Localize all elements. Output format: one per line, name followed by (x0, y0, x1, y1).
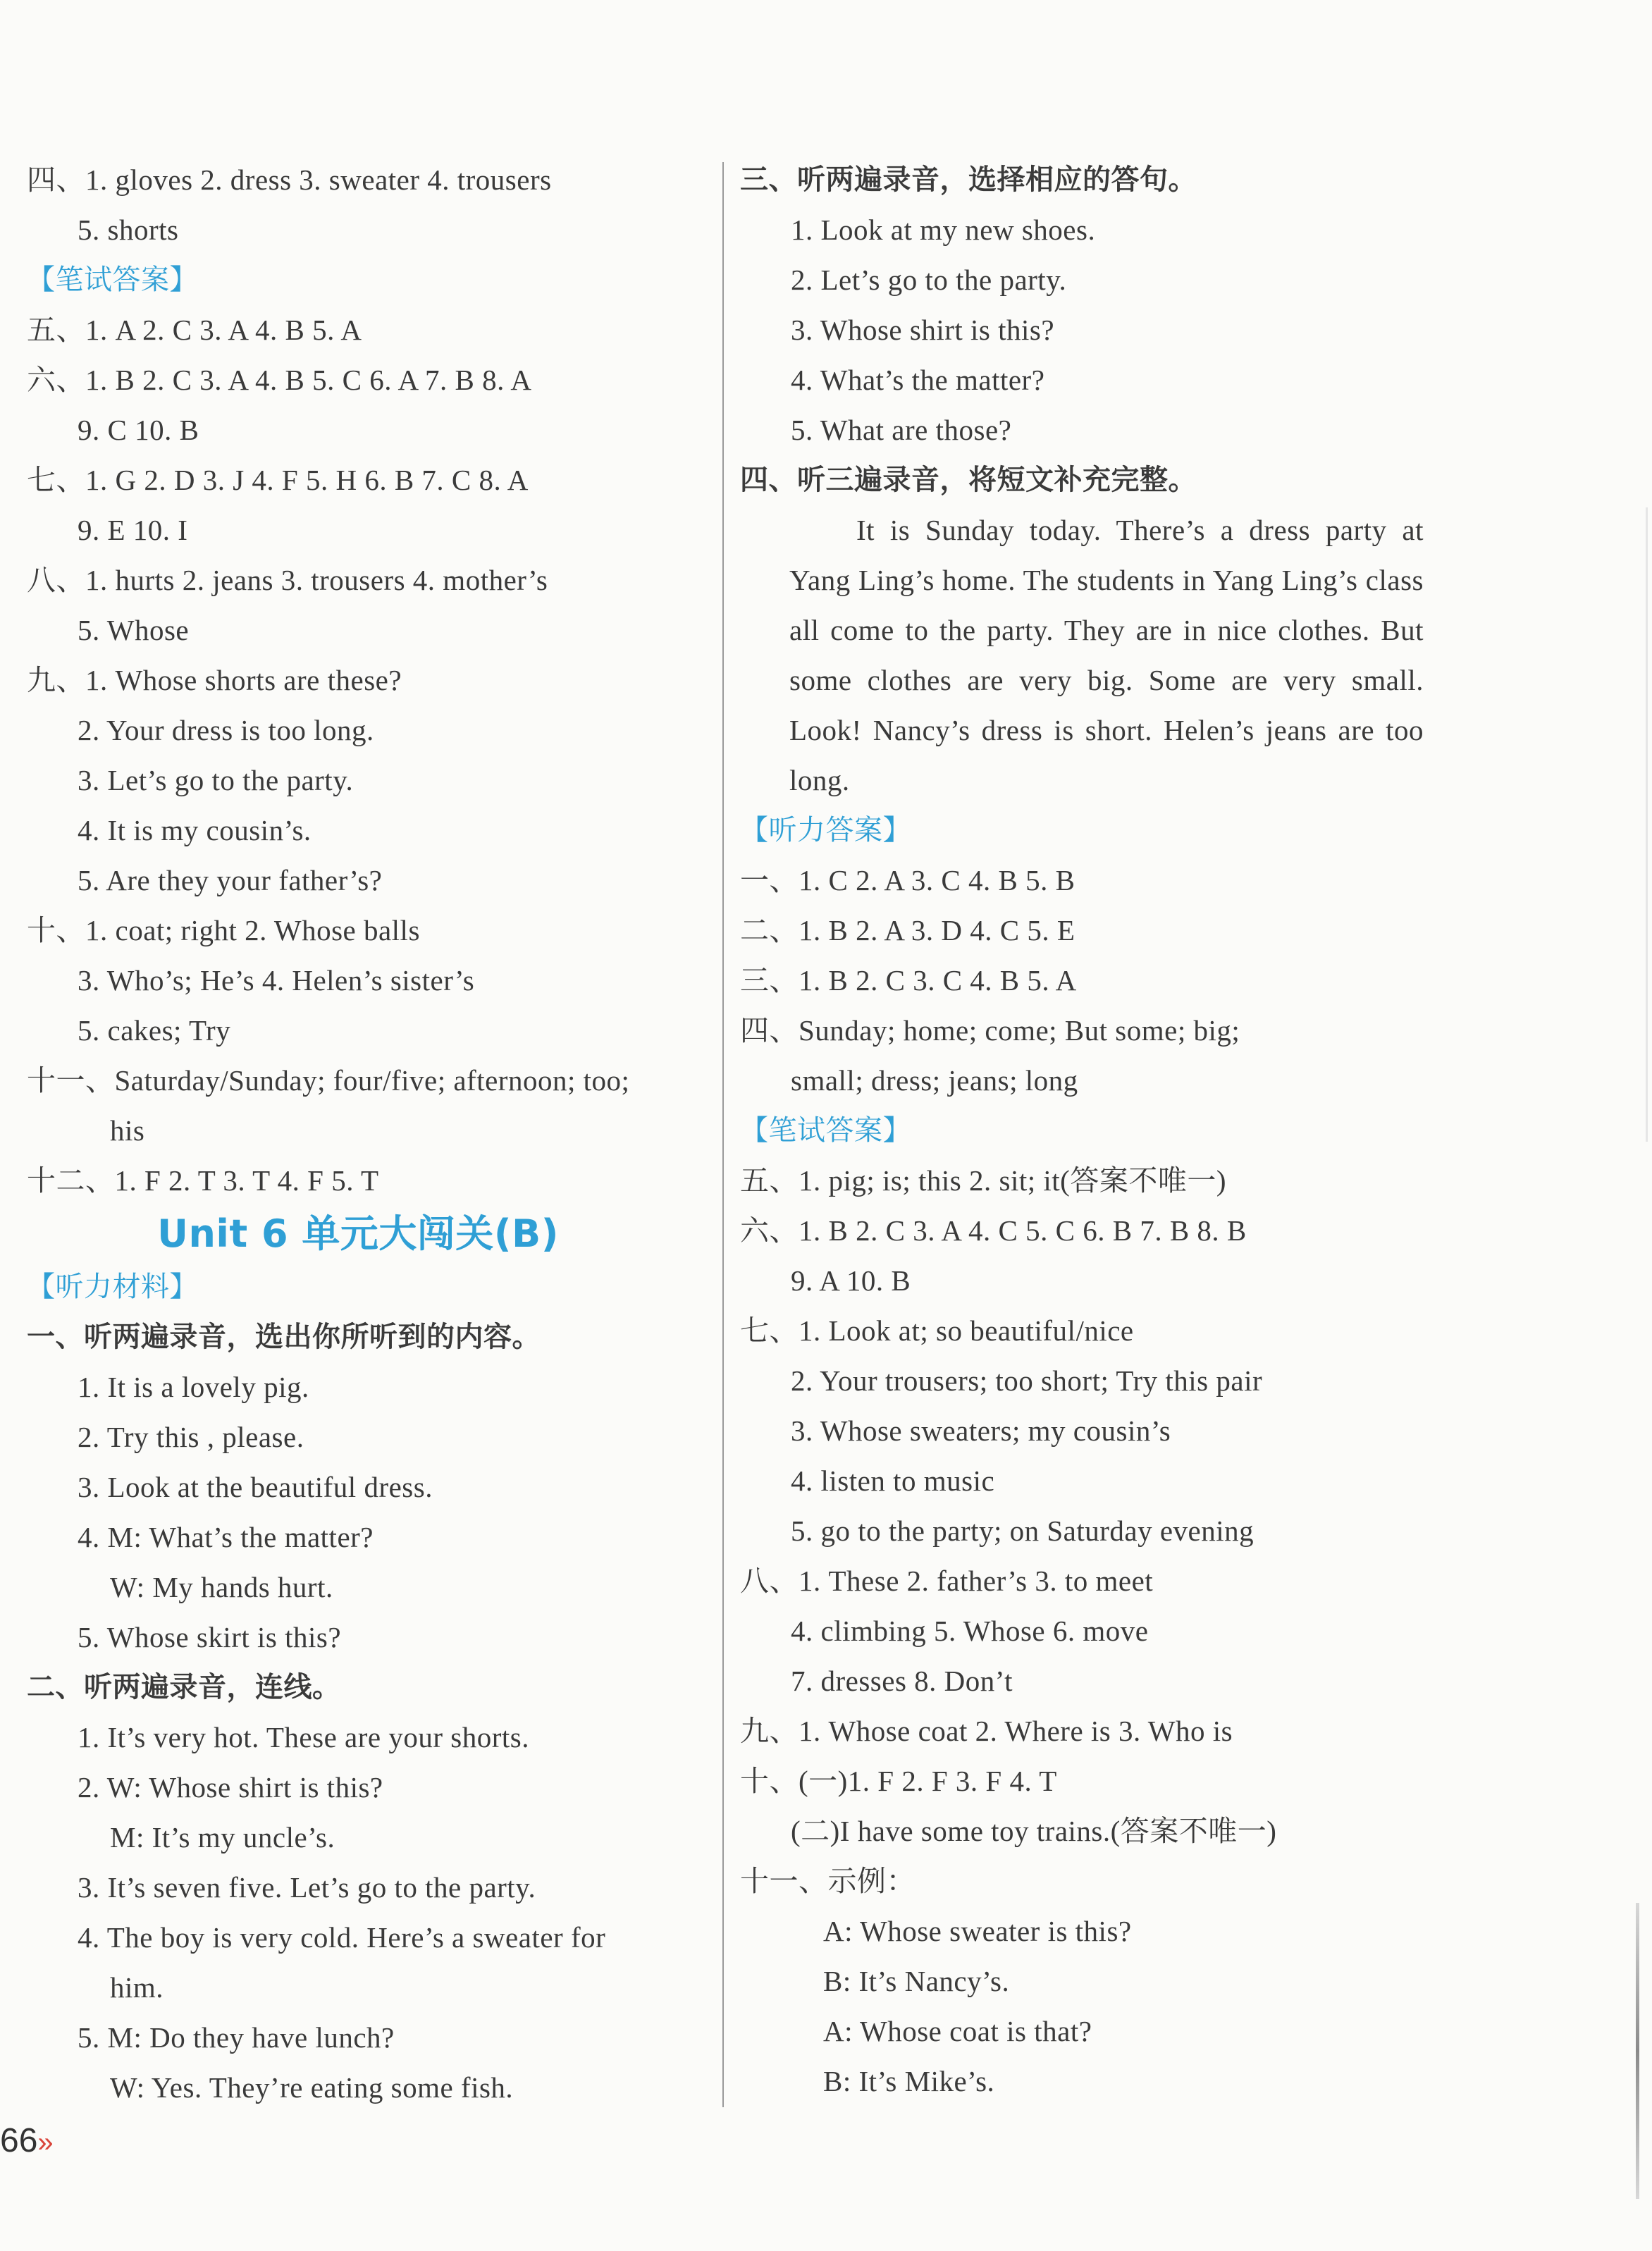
transcript-line: M: It’s my uncle’s. (110, 1821, 335, 1854)
chevron-right-icon: » (37, 2127, 54, 2158)
transcript-line: 2. Let’s go to the party. (791, 264, 1067, 296)
answer-line: 七、1. Look at; so beautiful/nice (740, 1314, 1134, 1347)
answer-line: 八、1. These 2. father’s 3. to meet (740, 1565, 1154, 1597)
answer-line: 二、1. B 2. A 3. D 4. C 5. E (740, 914, 1075, 946)
transcript-line: W: My hands hurt. (110, 1571, 333, 1603)
transcript-line: 4. What’s the matter? (791, 364, 1045, 396)
transcript-line: 4. The boy is very cold. Here’s a sweater for (78, 1921, 606, 1954)
question-heading: 一、听两遍录音，选出你所听到的内容。 (27, 1321, 541, 1353)
page-number (0, 2121, 54, 2160)
answer-line: 3. Let’s go to the party. (78, 764, 354, 796)
transcript-line: him. (110, 1971, 164, 2004)
answer-line: 4. climbing 5. Whose 6. move (791, 1615, 1149, 1647)
transcript-line: 1. It’s very hot. These are your shorts. (78, 1721, 529, 1753)
answer-line: 7. dresses 8. Don’t (791, 1665, 1013, 1697)
transcript-line: W: Yes. They’re eating some fish. (110, 2071, 514, 2104)
answer-line: 十、1. coat; right 2. Whose balls (27, 914, 420, 946)
section-heading: 【笔试答案】 (27, 264, 198, 296)
answer-line: 十一、Saturday/Sunday; four/five; afternoon; too; (27, 1064, 630, 1097)
answer-line: 4. It is my cousin’s. (78, 814, 312, 846)
answer-line: 9. E 10. I (78, 514, 188, 546)
answer-line: 2. Your trousers; too short; Try this pair (791, 1364, 1263, 1397)
answer-line: 八、1. hurts 2. jeans 3. trousers 4. mother’s (27, 564, 548, 596)
transcript-line: 1. Look at my new shoes. (791, 214, 1096, 246)
answer-line: 5. Are they your father’s? (78, 864, 383, 896)
page-number-text: 66 (0, 2122, 38, 2159)
transcript-line: 5. What are those? (791, 414, 1012, 446)
answer-line: 5. cakes; Try (78, 1014, 231, 1047)
answer-line: small; dress; jeans; long (791, 1064, 1078, 1097)
answer-line: 五、1. pig; is; this 2. sit; it(答案不唯一) (740, 1164, 1226, 1197)
answer-line: A: Whose sweater is this? (823, 1915, 1132, 1947)
answer-line: 十、(一)1. F 2. F 3. F 4. T (740, 1765, 1057, 1797)
transcript-line: 3. Look at the beautiful dress. (78, 1471, 433, 1503)
section-heading: 【笔试答案】 (740, 1114, 911, 1147)
transcript-line: 5. Whose skirt is this? (78, 1621, 342, 1653)
answer-line: 十一、示例： (740, 1865, 916, 1897)
transcript-line: 3. Whose shirt is this? (791, 314, 1055, 346)
passage-body: It is Sunday today. There’s a dress party at Yang Ling’s home. The students in Yang Ling’s class all come to the party. They are in nice clothes. But some clothes are very big. Some are very small. Look! Nancy’s dress is short. Helen’s jeans are too long. (789, 514, 1424, 796)
page-edge-line (1646, 507, 1648, 1142)
transcript-line: 1. It is a lovely pig. (78, 1371, 309, 1403)
answer-line: 三、1. B 2. C 3. C 4. B 5. A (740, 964, 1077, 997)
page-edge-shadow (1636, 1903, 1639, 2199)
answer-line: 四、Sunday; home; come; But some; big; (740, 1014, 1240, 1047)
answer-line: 五、1. A 2. C 3. A 4. B 5. A (27, 314, 362, 346)
transcript-line: 5. M: Do they have lunch? (78, 2021, 395, 2054)
transcript-line: 2. Try this , please. (78, 1421, 304, 1453)
answer-line: 一、1. C 2. A 3. C 4. B 5. B (740, 864, 1075, 896)
answer-line: his (110, 1114, 145, 1147)
answer-line: (二)I have some toy trains.(答案不唯一) (791, 1815, 1277, 1847)
answer-line: 9. C 10. B (78, 414, 199, 446)
answer-line: 3. Whose sweaters; my cousin’s (791, 1414, 1171, 1447)
section-heading: 【听力答案】 (740, 814, 911, 846)
answer-line: 2. Your dress is too long. (78, 714, 374, 746)
question-heading: 二、听两遍录音，连线。 (27, 1671, 341, 1703)
answer-line: 七、1. G 2. D 3. J 4. F 5. H 6. B 7. C 8. A (27, 464, 529, 496)
answer-line: B: It’s Mike’s. (823, 2065, 995, 2097)
answer-line: 5. go to the party; on Saturday evening (791, 1515, 1255, 1547)
answer-line: 3. Who’s; He’s 4. Helen’s sister’s (78, 964, 475, 997)
answer-line: 4. listen to music (791, 1464, 995, 1497)
answer-line: 六、1. B 2. C 3. A 4. B 5. C 6. A 7. B 8. A (27, 364, 532, 396)
left-column (27, 155, 710, 2113)
answer-line: 九、1. Whose shorts are these? (27, 664, 402, 696)
answer-line: 5. Whose (78, 614, 190, 646)
right-column (740, 155, 1431, 2107)
passage-text (740, 505, 1431, 806)
answer-line: 四、1. gloves 2. dress 3. sweater 4. trousers (27, 164, 552, 196)
answer-line: 5. shorts (78, 214, 179, 246)
column-divider (722, 162, 724, 2107)
answer-line: B: It’s Nancy’s. (823, 1965, 1010, 1997)
transcript-line: 4. M: What’s the matter? (78, 1521, 374, 1553)
unit-title: Unit 6 单元大闯关(B) (157, 1211, 559, 1256)
answer-line: 9. A 10. B (791, 1264, 911, 1297)
answer-line: 十二、1. F 2. T 3. T 4. F 5. T (27, 1164, 379, 1197)
answer-line: 六、1. B 2. C 3. A 4. C 5. C 6. B 7. B 8. B (740, 1214, 1247, 1247)
answer-line: A: Whose coat is that? (823, 2015, 1092, 2047)
transcript-line: 3. It’s seven five. Let’s go to the party. (78, 1871, 536, 1904)
question-heading: 四、听三遍录音，将短文补充完整。 (740, 464, 1197, 496)
transcript-line: 2. W: Whose shirt is this? (78, 1771, 383, 1803)
section-heading: 【听力材料】 (27, 1271, 198, 1303)
answer-line: 九、1. Whose coat 2. Where is 3. Who is (740, 1715, 1233, 1747)
question-heading: 三、听两遍录音，选择相应的答句。 (740, 164, 1197, 196)
